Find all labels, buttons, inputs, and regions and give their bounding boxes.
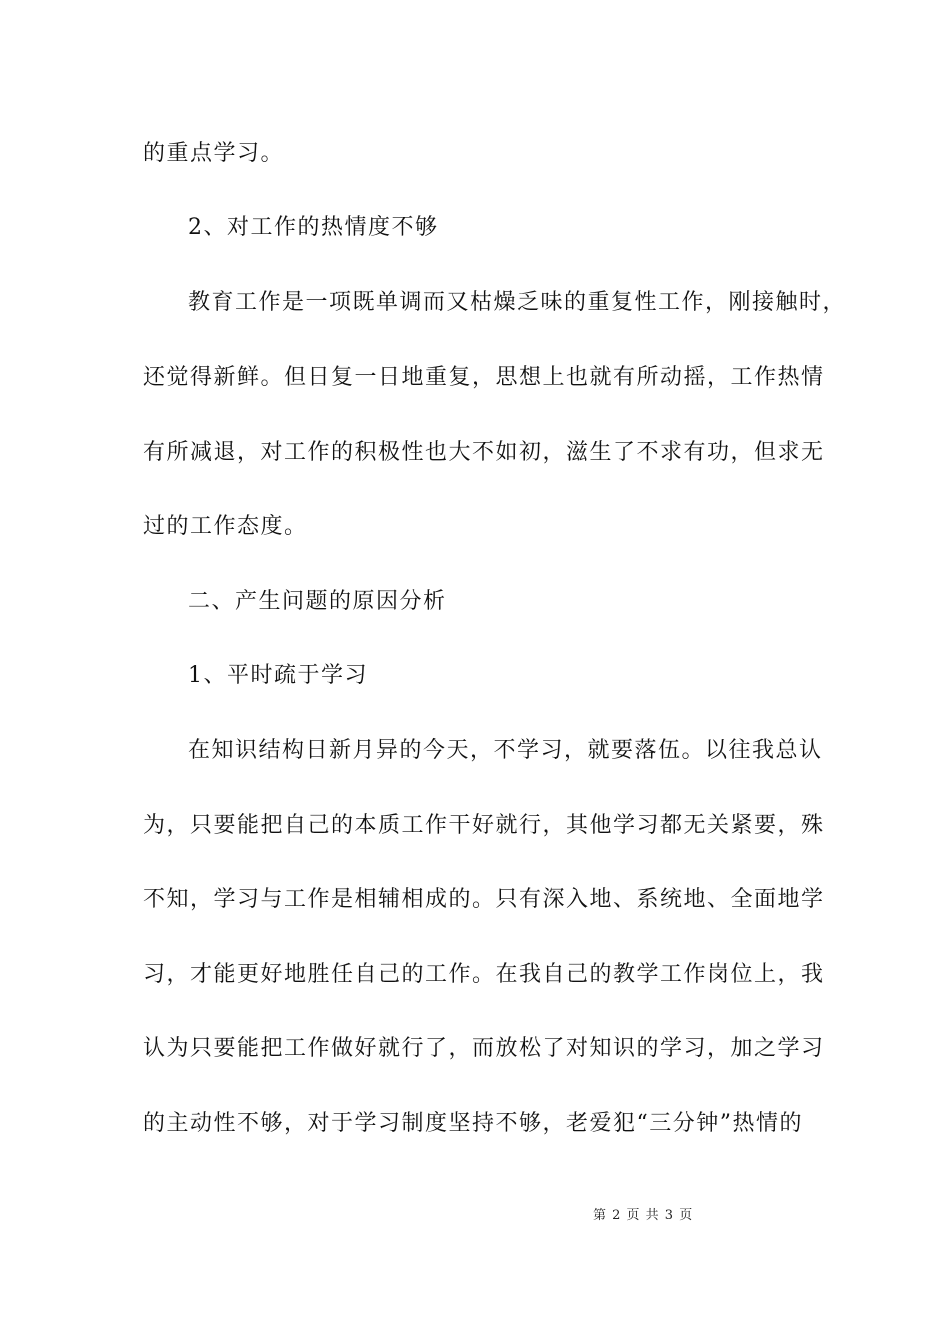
subsection-heading: 1、平时疏于学习 (188, 663, 368, 688)
body-text-line: 有所减退，对工作的积极性也大不如初，滋生了不求有功，但求无 (143, 440, 825, 465)
body-text-line: 习，才能更好地胜任自己的工作。在我自己的教学工作岗位上，我 (143, 962, 825, 987)
subsection-heading: 2、对工作的热情度不够 (188, 215, 439, 240)
body-text-line: 教育工作是一项既单调而又枯燥乏味的重复性工作，刚接触时， (188, 290, 847, 315)
body-text-line: 还觉得新鲜。但日复一日地重复，思想上也就有所动摇，工作热情 (143, 365, 825, 390)
body-text-line: 认为只要能把工作做好就行了，而放松了对知识的学习，加之学习 (143, 1036, 825, 1061)
body-text-line: 在知识结构日新月异的今天，不学习，就要落伍。以往我总认 (188, 738, 823, 763)
page-number-footer: 第 2 页 共 3 页 (593, 1208, 693, 1223)
body-text-line: 不知，学习与工作是相辅相成的。只有深入地、系统地、全面地学 (143, 887, 825, 912)
section-heading: 二、产生问题的原因分析 (188, 589, 447, 614)
body-text-line: 为，只要能把自己的本质工作干好就行，其他学习都无关紧要，殊 (143, 813, 825, 838)
body-text-line: 的重点学习。 (143, 141, 285, 166)
body-text-line: 过的工作态度。 (143, 514, 308, 539)
body-text-line: 的主动性不够，对于学习制度坚持不够，老爱犯“三分钟”热情的 (143, 1111, 803, 1136)
